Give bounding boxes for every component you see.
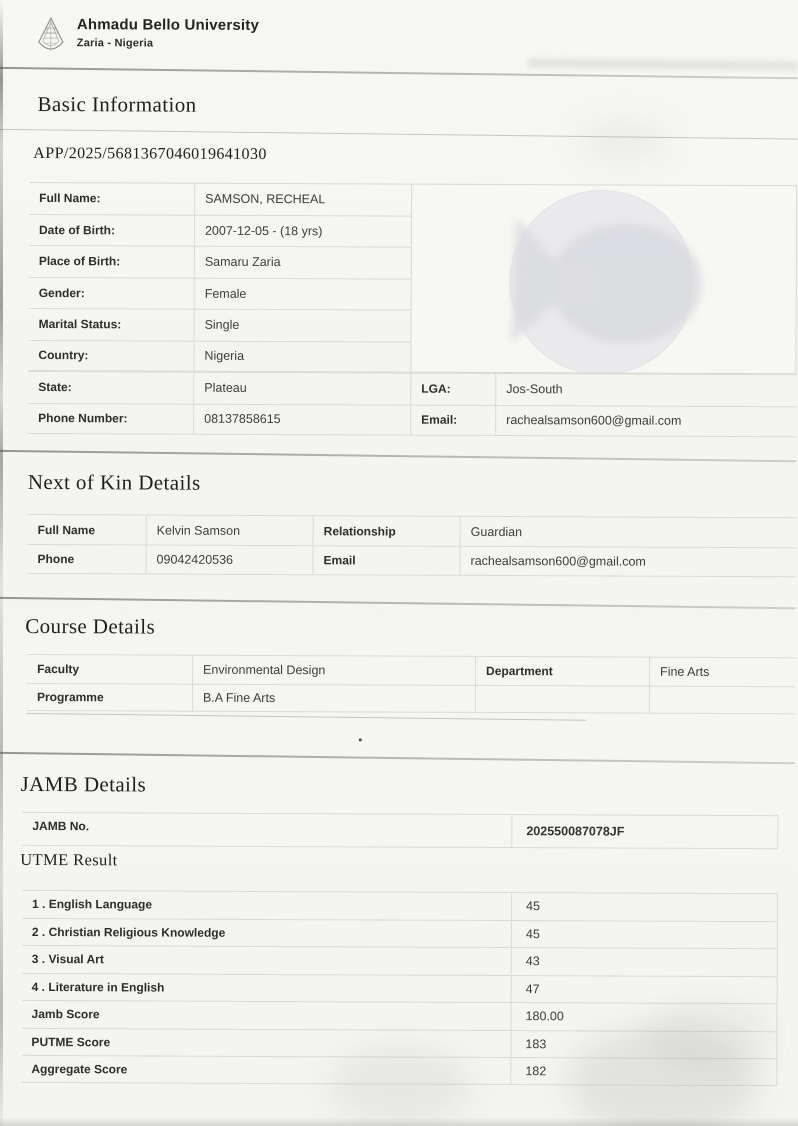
subject-label: 3 . Visual Art [31, 952, 104, 967]
field-value: Jos-South [495, 374, 796, 406]
score-value: 182 [510, 1058, 777, 1085]
field-value: 08137858615 [193, 404, 410, 434]
field-label: LGA: [410, 374, 495, 405]
divider [0, 129, 797, 140]
field-label: State: [38, 380, 72, 395]
table-row [29, 308, 411, 341]
table-row [28, 339, 410, 372]
next-of-kin-title: Next of Kin Details [27, 469, 201, 495]
score-label: Jamb Score [31, 1007, 100, 1022]
table-row [29, 276, 411, 309]
next-of-kin-table [27, 514, 795, 577]
field-label: Relationship [313, 516, 460, 546]
field-label: Gender: [38, 285, 85, 300]
course-details-title: Course Details [25, 613, 156, 639]
phone-email-row [28, 402, 796, 437]
table-row [22, 945, 778, 976]
subject-label: 1 . English Language [32, 897, 153, 912]
subject-score: 45 [511, 893, 778, 921]
table-row [22, 890, 778, 921]
field-label: Country: [38, 348, 89, 363]
field-value: Single [194, 310, 411, 341]
scan-artifact [330, 1046, 470, 1126]
field-label: Email [312, 546, 459, 575]
field-value: rachealsamson600@gmail.com [459, 547, 795, 576]
table-row [28, 514, 796, 547]
scan-artifact [648, 1000, 768, 1070]
field-label: Marital Status: [38, 317, 122, 332]
score-value: 180.00 [511, 1003, 778, 1031]
score-value: 183 [510, 1031, 777, 1059]
state-lga-row [28, 371, 796, 406]
score-label: PUTME Score [31, 1034, 111, 1050]
university-header [36, 16, 259, 64]
field-value [649, 686, 795, 713]
university-location: Zaria - Nigeria [76, 37, 154, 50]
field-label: Faculty [37, 661, 80, 676]
divider [0, 597, 795, 609]
field-label: Full Name [37, 522, 96, 537]
field-value: rachealsamson600@gmail.com [495, 405, 796, 436]
jamb-no-row [22, 812, 778, 849]
field-value: Plateau [193, 373, 410, 404]
score-label: Aggregate Score [31, 1061, 128, 1077]
basic-info-table [28, 182, 412, 373]
subject-label: 4 . Literature in English [31, 979, 165, 995]
field-label: Phone [37, 551, 75, 567]
university-title-block [77, 16, 259, 50]
table-row [27, 544, 795, 577]
field-value: 202550087078JF [511, 815, 778, 848]
field-value: Environmental Design [192, 656, 475, 685]
application-number: APP/2025/5681367046019641030 [33, 144, 267, 163]
table-row [22, 917, 778, 948]
field-label: Programme [36, 689, 104, 705]
field-label: Phone Number: [38, 411, 128, 426]
applicant-photo [411, 185, 796, 374]
field-value: Samaru Zaria [194, 247, 411, 278]
field-value: Female [194, 278, 411, 309]
subject-label: 2 . Christian Religious Knowledge [31, 924, 226, 940]
field-value: Kelvin Samson [146, 515, 313, 545]
subject-score: 43 [511, 948, 778, 976]
photo-box [410, 184, 797, 375]
field-label: JAMB No. [32, 818, 90, 834]
table-row [29, 245, 411, 278]
field-label: Full Name: [39, 191, 101, 206]
table-row [27, 654, 795, 686]
field-label [475, 685, 649, 712]
divider [27, 713, 586, 721]
field-value: 2007-12-05 - (18 yrs) [194, 215, 411, 246]
field-label: Email: [410, 405, 495, 435]
basic-info-title: Basic Information [37, 91, 197, 117]
divider [0, 450, 796, 462]
field-value: Guardian [460, 517, 796, 547]
table-row [29, 182, 411, 215]
field-label: Place of Birth: [38, 254, 121, 269]
scan-artifact [0, 0, 3, 1126]
scan-artifact [0, 1117, 798, 1126]
field-value: Nigeria [193, 341, 410, 371]
jamb-details-title: JAMB Details [20, 771, 147, 797]
field-value: 09042420536 [145, 545, 312, 574]
field-label: Department [475, 657, 649, 685]
course-table [27, 654, 795, 714]
subject-score: 47 [511, 976, 778, 1004]
utme-result-title: UTME Result [20, 849, 118, 870]
abu-crest-icon [36, 16, 66, 63]
subject-score: 45 [511, 921, 778, 949]
field-value: SAMSON, RECHEAL [194, 184, 411, 215]
divider [0, 752, 795, 764]
table-row [22, 972, 778, 1003]
university-name: Ahmadu Bello University [76, 16, 260, 34]
table-row [27, 682, 795, 714]
field-value: B.A Fine Arts [192, 684, 475, 712]
scan-artifact [578, 120, 668, 160]
table-row [29, 213, 411, 246]
field-label: Date of Birth: [38, 222, 116, 238]
field-value: Fine Arts [649, 658, 795, 686]
scan-artifact [359, 738, 362, 741]
